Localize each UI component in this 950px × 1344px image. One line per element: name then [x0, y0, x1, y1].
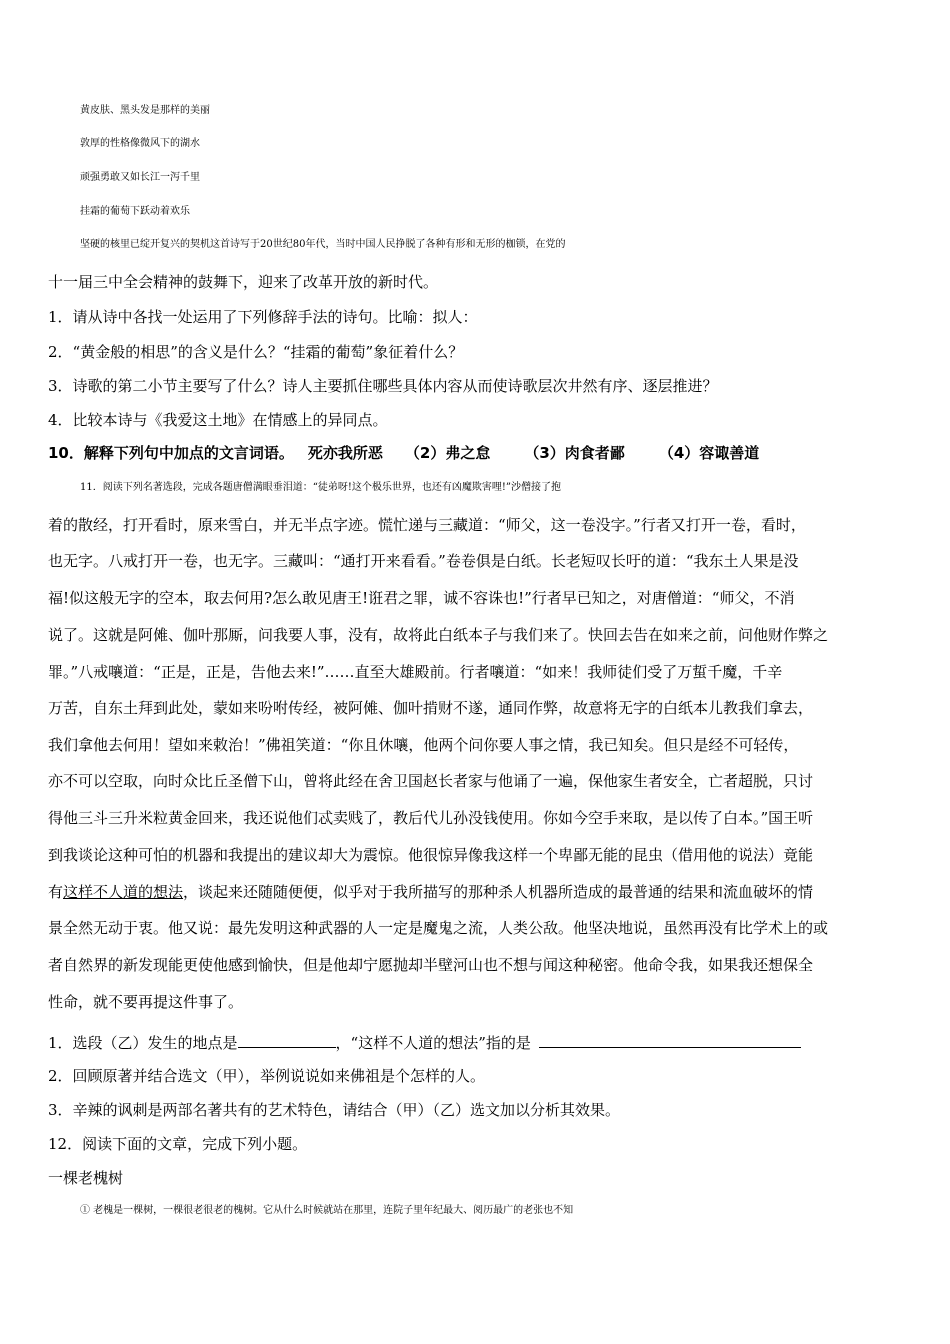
question-9-3: 3．诗歌的第二小节主要写了什么？诗人主要抓住哪些具体内容从而使诗歌层次井然有序、逐层推进？	[48, 377, 718, 395]
question-11-1-b: ，“这样不人道的想法”指的是	[335, 1034, 531, 1052]
poem-line: 敦厚的性格像微风下的湖水	[80, 138, 200, 149]
question-11-text: 着的散经，打开看时，原来雪白，并无半点字迹。慌忙递与三藏道：“师父，这一卷没字。”行者又打开一卷，看时，	[48, 516, 806, 534]
text-segment: 有	[48, 883, 64, 901]
question-11-text: 得他三斗三升米粒黄金回来，我还说他们忒卖贱了，教后代儿孙没钱使用。你如今空手来取，是以传了白本。”国王听	[48, 809, 814, 827]
question-10-number: 10．	[48, 444, 84, 462]
text-segment: ，谈起来还随随便便，似乎对于我所描写的那种杀人机器所造成的最普通的结果和流血破坏的情	[183, 883, 814, 901]
question-12: 12．阅读下面的文章，完成下列小题。	[48, 1135, 308, 1153]
poem-line: 顽强勇敢又如长江一泻千里	[80, 172, 200, 183]
poem-note: 坚硬的核里已绽开复兴的契机这首诗写于20世纪80年代，当时中国人民挣脱了各种有形和无形的枷锁，在党的	[80, 239, 566, 250]
question-10	[48, 443, 910, 463]
question-10-stem: 解释下列句中加点的文言词语。	[83, 444, 294, 462]
poem-note-cont: 十一届三中全会精神的鼓舞下，迎来了改革开放的新时代。	[48, 273, 439, 291]
question-9-1: 1．请从诗中各找一处运用了下列修辞手法的诗句。比喻：拟人：	[48, 308, 478, 326]
question-10-item4: （4）容诹善道	[658, 444, 760, 462]
poem-line: 黄皮肤、黑头发是那样的美丽	[80, 105, 210, 116]
question-11-text: 到我谈论这种可怕的机器和我提出的建议却大为震惊。他很惊异像我这样一个卑鄙无能的昆虫（借用他的说法）竟能	[48, 846, 814, 864]
question-9-4: 4．比较本诗与《我爱这土地》在情感上的异同点。	[48, 411, 388, 429]
question-11-text: 景全然无动于衷。他又说：最先发明这种武器的人一定是魔鬼之流，人类公敌。他坚决地说，虽然再没有比学术上的或	[48, 919, 829, 937]
question-11-text: 11．阅读下列名著选段，完成各题唐僧满眼垂泪道：“徒弟呀!这个极乐世界，也还有凶魔欺害哩!”沙僧接了抱	[80, 482, 561, 493]
article-paragraph-1: ① 老槐是一棵树，一棵很老很老的槐树。它从什么时候就站在那里，连院子里年纪最大、阅历最广的老张也不知	[80, 1205, 574, 1216]
question-11-text: 罪。”八戒嚷道：“正是，正是，告他去来!”……直至大雄殿前。行者嚷道：“如来！我师徒们受了万蜇千魔，千辛	[48, 663, 783, 681]
question-11-text	[48, 882, 910, 902]
question-10-item2: （2）弗之怠	[404, 444, 491, 462]
question-11-1-a: 1．选段（乙）发生的地点是	[48, 1034, 238, 1052]
question-9-2: 2．“黄金般的相思”的含义是什么？“挂霜的葡萄”象征着什么？	[48, 343, 464, 361]
question-11-text: 福!似这般无字的空本，取去何用?怎么敢见唐王!诳君之罪，诚不容诛也!”行者早已知之，对唐僧道：“师父，不消	[48, 589, 795, 607]
question-10-item3: （3）肉食者鄙	[524, 444, 625, 462]
question-10-item1: 死亦我所恶	[307, 444, 383, 462]
answer-blank-location[interactable]	[238, 1031, 336, 1048]
question-11-3: 3．辛辣的讽刺是两部名著共有的艺术特色，请结合（甲）（乙）选文加以分析其效果。	[48, 1101, 621, 1119]
answer-blank-idea[interactable]	[539, 1031, 801, 1048]
question-11-text: 亦不可以空取，向时众比丘圣僧下山，曾将此经在舍卫国赵长者家与他诵了一遍，保他家生者安全，亡者超脱，只讨	[48, 772, 814, 790]
underlined-phrase: 这样不人道的想法	[63, 883, 184, 901]
question-11-text: 说了。这就是阿傩、伽叶那厮，问我要人事，没有，故将此白纸本子与我们来了。快回去告在如来之前，问他财作弊之	[48, 626, 829, 644]
question-11-text: 也无字。八戒打开一卷，也无字。三藏叫：“通打开来看看。”卷卷俱是白纸。长老短叹长吁的道：“我东土人果是没	[48, 552, 799, 570]
question-11-2: 2．回顾原著并结合选文（甲），举例说说如来佛祖是个怎样的人。	[48, 1067, 486, 1085]
question-11-text: 万苦，自东土拜到此处，蒙如来吩咐传经，被阿傩、伽叶掯财不遂，通同作弊，故意将无字的白纸本儿教我们拿去，	[48, 699, 814, 717]
question-11-1	[48, 1031, 910, 1053]
question-11-text: 性命，就不要再提这件事了。	[48, 993, 244, 1011]
question-11-text: 我们拿他去何用！望如来敕治！”佛祖笑道：“你且休嚷，他两个问你要人事之情，我已知矣。但只是经不可轻传，	[48, 736, 799, 754]
question-11-text: 者自然界的新发现能更使他感到愉快，但是他却宁愿抛却半壁河山也不想与闻这种秘密。他命令我，如果我还想保全	[48, 956, 814, 974]
article-title: 一棵老槐树	[48, 1169, 124, 1187]
poem-line: 挂霜的葡萄下跃动着欢乐	[80, 206, 190, 217]
